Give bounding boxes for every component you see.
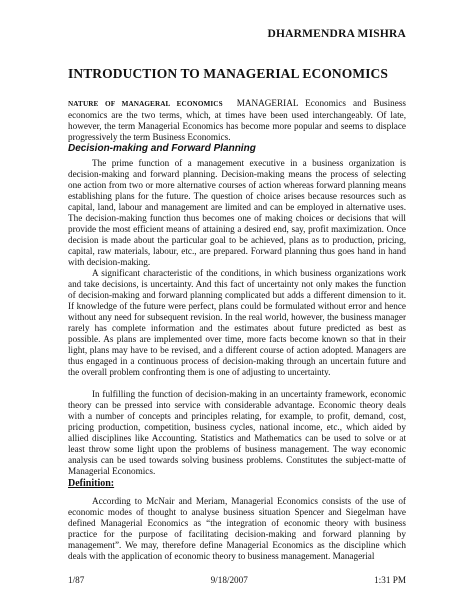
paragraph-uncertainty: A significant characteristic of the conditions, in which business organizations work and take decisions, is uncertainty. And this fact of uncertainty not only makes the function of decision-making and forward planning complicated but adds a different dimension to it. If knowledge of the future were perfect, plans could be formulated without error and hence without any need for subsequent revision. In the real world, however, the business manager rarely has complete information and the estimates about future predicted as best as possible. As plans are implemented over time, more facts become known so that in their light, plans may have to be revised, and a different course of action adopted. Managers are thus engaged in a continuous process of decision-making through an uncertain future and the overall problem confronting them is one of adjusting to uncertainty. [68, 268, 406, 377]
print-date: 9/18/2007 [210, 575, 248, 585]
paragraph-decision-making: The prime function of a management executive in a business organization is decision-making and forward planning. Decision-making means the process of selecting one action from two or more alternative courses of action whereas forward planning means establishing plans for the future. The question of choice arises because resources such as capital, land, labour and management are limited and can be employed in alternative uses. The decision-making function thus becomes one of making choices or decisions that will provide the most efficient means of attaining a desired end, say, profit maximization. Once decision is made about the particular goal to be achieved, plans as to production, pricing, capital, raw materials, labour, etc., are prepared. Forward planning thus goes hand in hand with decision-making. [68, 158, 406, 267]
section-heading: Decision-making and Forward Planning [68, 143, 256, 154]
definition-heading: Definition: [68, 478, 115, 489]
print-time: 1:31 PM [374, 575, 406, 585]
definition-block [68, 496, 406, 562]
paragraph-1-block [68, 158, 406, 268]
page-number: 1/87 [68, 575, 85, 585]
author-header: DHARMENDRA MISHRA [267, 28, 406, 40]
nature-label: NATURE OF MANAGERAL ECONOMICS [68, 100, 223, 108]
nature-section [68, 98, 406, 143]
page-footer [68, 575, 406, 585]
nature-paragraph: MANAGERIAL Economics and Business economics are the two terms, which, at times have been used interchangeably. Of late, however, the term Managerial Economics has become more popular and seems to displace progressively the term Business Economics. [68, 98, 406, 142]
paragraph-2-block [68, 268, 406, 378]
paragraph-economic-theory: In fulfilling the function of decision-making in an uncertainty framework, economic theory can be pressed into service with considerable advantage. Economic theory deals with a number of concepts and principles relating, for example, to profit, demand, cost, pricing production, competition, business cycles, national income, etc., which aided by allied disciplines like Accounting. Statistics and Mathematics can be used to solve or at least throw some light upon the problems of business management. The way economic analysis can be used towards solving business problems. Constitutes the subject-matte of Managerial Economics. [68, 389, 406, 476]
page-title: INTRODUCTION TO MANAGERIAL ECONOMICS [68, 66, 389, 81]
paragraph-3-block [68, 389, 406, 477]
definition-paragraph: According to McNair and Meriam, Managerial Economics consists of the use of economic modes of thought to analyse business situation Spencer and Siegelman have defined Managerial Economics as “the integration of economic theory with business practice for the purpose of facilitating decision-making and forward planning by management”. We may, therefore define Managerial Economics as the discipline which deals with the application of economic theory to business management. Managerial [68, 496, 406, 561]
